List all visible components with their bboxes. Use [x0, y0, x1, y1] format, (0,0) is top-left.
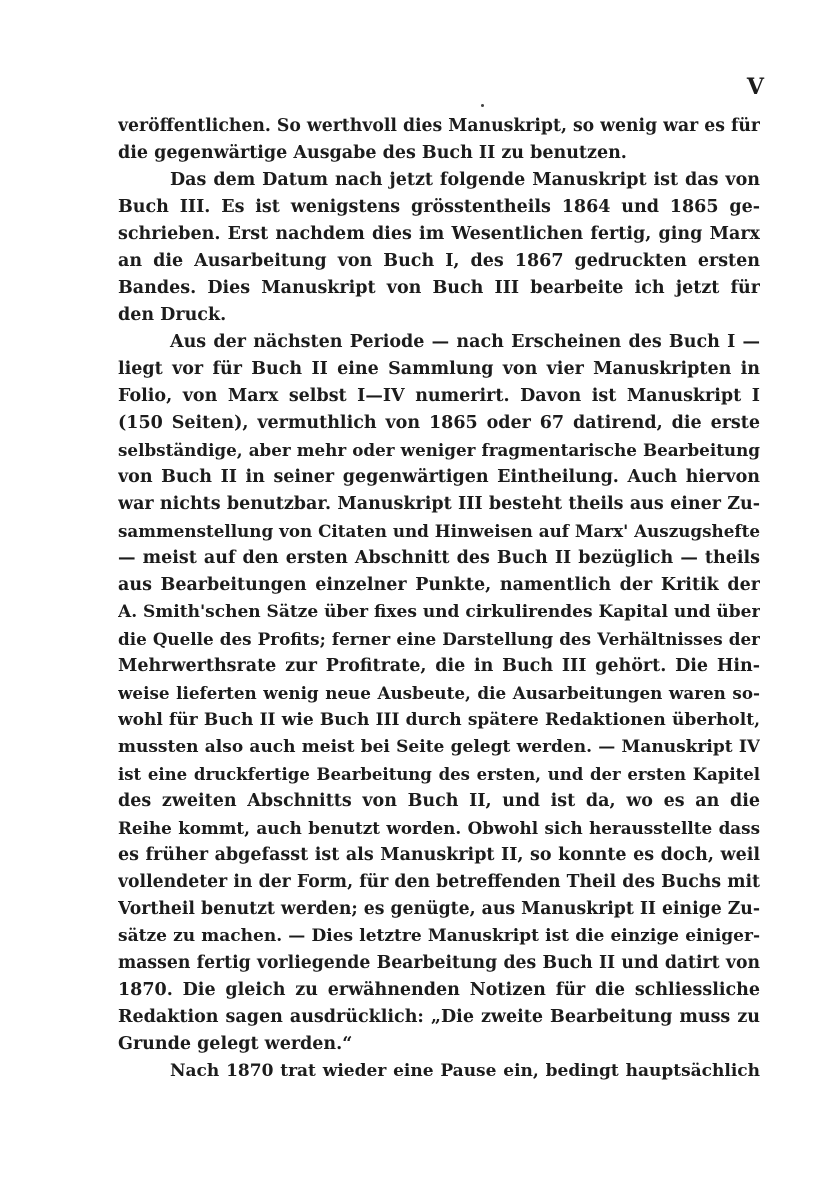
text-line: von Buch II in seiner gegenwärtigen Eintheilung. Auch hiervon [118, 467, 760, 487]
text-line: Grunde gelegt werden.“ [118, 1034, 353, 1054]
text-line: Redaktion sagen ausdrücklich: „Die zweite Bearbeitung muss zu [118, 1007, 760, 1027]
text-line: Buch III. Es ist wenigstens grösstentheils 1864 und 1865 ge- [118, 197, 760, 217]
text-line: es früher abgefasst ist als Manuskript II, so konnte es doch, weil [118, 845, 760, 865]
text-line: Nach 1870 trat wieder eine Pause ein, bedingt hauptsächlich [170, 1061, 760, 1081]
text-line: Folio, von Marx selbst I—IV numerirt. Davon ist Manuskript I [118, 386, 760, 406]
text-line: den Druck. [118, 305, 227, 325]
text-line: Das dem Datum nach jetzt folgende Manuskript ist das von [170, 170, 760, 190]
text-line: Mehrwerthsrate zur Profitrate, die in Buch III gehört. Die Hin- [118, 656, 760, 676]
text-line: — meist auf den ersten Abschnitt des Buch II bezüglich — theils [118, 548, 760, 568]
text-line: (150 Seiten), vermuthlich von 1865 oder 67 datirend, die erste [118, 413, 760, 433]
text-line: liegt vor für Buch II eine Sammlung von vier Manuskripten in [118, 359, 760, 379]
print-speck [481, 104, 484, 107]
text-line: sammenstellung von Citaten und Hinweisen auf Marx' Auszugshefte [118, 521, 760, 541]
text-line: war nichts benutzbar. Manuskript III besteht theils aus einer Zu- [118, 494, 760, 514]
text-line: des zweiten Abschnitts von Buch II, und ist da, wo es an die [118, 791, 760, 811]
text-line: veröffentlichen. So werthvoll dies Manuskript, so wenig war es für [118, 116, 760, 136]
text-line: an die Ausarbeitung von Buch I, des 1867 gedruckten ersten [118, 251, 760, 271]
text-line: die gegenwärtige Ausgabe des Buch II zu benutzen. [118, 143, 627, 163]
text-line: wohl für Buch II wie Buch III durch spätere Redaktionen überholt, [118, 710, 760, 730]
text-line: Bandes. Dies Manuskript von Buch III bearbeite ich jetzt für [118, 278, 760, 298]
text-line: ist eine druckfertige Bearbeitung des ersten, und der ersten Kapitel [118, 765, 760, 784]
text-line: aus Bearbeitungen einzelner Punkte, namentlich der Kritik der [118, 575, 760, 595]
text-line: Aus der nächsten Periode — nach Erscheinen des Buch I — [170, 332, 760, 352]
text-line: Reihe kommt, auch benutzt worden. Obwohl sich herausstellte dass [118, 818, 760, 838]
text-line: weise lieferten wenig neue Ausbeute, die Ausarbeitungen waren so- [118, 683, 760, 703]
text-line: Vortheil benutzt werden; es genügte, aus Manuskript II einige Zu- [118, 899, 760, 919]
text-line: die Quelle des Profits; ferner eine Darstellung des Verhältnisses der [118, 629, 760, 649]
text-line: massen fertig vorliegende Bearbeitung des Buch II und datirt von [118, 953, 760, 973]
text-line: A. Smith'schen Sätze über fixes und cirkulirendes Kapital und über [118, 602, 760, 622]
text-line: vollendeter in der Form, für den betreffenden Theil des Buchs mit [118, 872, 760, 892]
text-line: selbständige, aber mehr oder weniger fragmentarische Bearbeitung [118, 440, 760, 460]
text-line: schrieben. Erst nachdem dies im Wesentlichen fertig, ging Marx [118, 224, 760, 244]
text-line: mussten also auch meist bei Seite gelegt werden. — Manuskript IV [118, 737, 760, 757]
body-text [118, 113, 760, 1085]
text-line: sätze zu machen. — Dies letztre Manuskript ist die einzige einiger- [118, 926, 760, 946]
text-line: 1870. Die gleich zu erwähnenden Notizen für die schliessliche [118, 980, 760, 1000]
page-number: V [746, 74, 764, 100]
